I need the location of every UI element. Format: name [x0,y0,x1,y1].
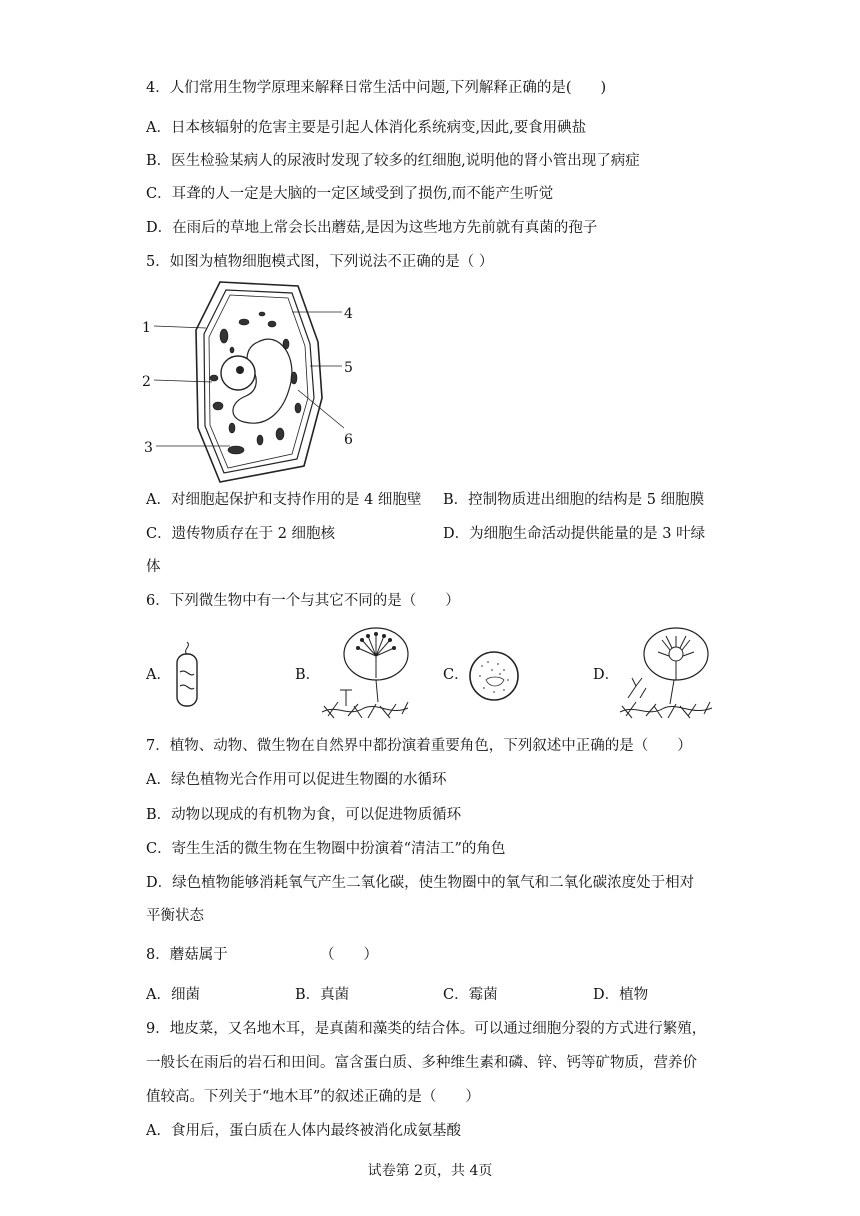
aspergillus-illustration [616,626,716,720]
q9-stem-line-2: 一般长在雨后的岩石和田间。富含蛋白质、多种维生素和磷、锌、钙等矿物质，营养价 [146,1055,697,1071]
yeast-illustration [468,650,520,702]
q5-option-d-continued: 体 [146,559,161,575]
q6-stem: 6．下列微生物中有一个与其它不同的是（ ） [146,593,460,609]
page-footer: 试卷第 2页，共 4页 [367,1163,493,1179]
q4-option-b: B．医生检验某病人的尿液时发现了较多的红细胞,说明他的肾小管出现了病症 [146,153,640,169]
q4-option-a: A．日本核辐射的危害主要是引起人体消化系统病变,因此,要食用碘盐 [146,120,587,136]
q6-option-c-label: C． [443,667,469,683]
q7-option-b: B．动物以现成的有机物为食，可以促进物质循环 [146,807,462,823]
q7-option-c: C．寄生生活的微生物在生物圈中扮演着“清洁工”的角色 [146,841,506,857]
q6-option-b-label: B． [295,667,321,683]
q5-option-b: B．控制物质进出细胞的结构是 5 细胞膜 [443,492,705,508]
q5-stem: 5．如图为植物细胞模式图，下列说法不正确的是（ ） [146,254,494,270]
plant-cell-diagram [140,278,365,484]
q8-answer-paren: （ ） [320,947,378,963]
q4-stem: 4．人们常用生物学原理来解释日常生活中问题,下列解释正确的是( ) [146,80,607,96]
q9-stem-line-3: 值较高。下列关于“地木耳”的叙述正确的是（ ） [146,1089,480,1105]
q6-option-a-label: A． [146,667,171,683]
q9-option-a: A．食用后，蛋白质在人体内最终被消化成氨基酸 [146,1123,461,1139]
label-5: 5 [344,360,353,376]
q4-option-d: D．在雨后的草地上常会长出蘑菇,是因为这些地方先前就有真菌的孢子 [146,220,598,236]
q7-option-a: A．绿色植物光合作用可以促进生物圈的水循环 [146,772,447,788]
nucleolus [236,366,244,374]
q8-option-a: A．细菌 [146,987,200,1003]
q4-option-c: C．耳聋的人一定是大脑的一定区域受到了损伤,而不能产生听觉 [146,186,554,202]
label-2: 2 [142,374,151,390]
q6-option-d-label: D． [593,667,620,683]
q5-option-c: C．遗传物质存在于 2 细胞核 [146,526,336,542]
q7-stem: 7．植物、动物、微生物在自然界中都扮演着重要角色，下列叙述中正确的是（ ） [146,738,692,754]
q8-option-b: B．真菌 [295,987,350,1003]
q7-option-d-continued: 平衡状态 [146,908,204,924]
q8-option-c: C．霉菌 [443,987,498,1003]
q9-stem-line-1: 9．地皮菜，又名地木耳，是真菌和藻类的结合体。可以通过细胞分裂的方式进行繁殖， [146,1021,707,1037]
q8-stem: 8．蘑菇属于 [146,947,228,963]
q5-option-a: A．对细胞起保护和支持作用的是 4 细胞壁 [146,492,422,508]
q5-option-d: D．为细胞生命活动提供能量的是 3 叶绿 [443,526,706,542]
q8-option-d: D．植物 [593,987,649,1003]
bacterium-illustration [172,640,202,710]
label-6: 6 [344,432,353,448]
label-4: 4 [344,306,353,322]
penicillium-illustration [318,626,413,720]
label-3: 3 [144,440,153,456]
label-1: 1 [142,320,151,336]
q7-option-d: D．绿色植物能够消耗氧气产生二氧化碳，使生物圈中的氧气和二氧化碳浓度处于相对 [146,875,695,891]
